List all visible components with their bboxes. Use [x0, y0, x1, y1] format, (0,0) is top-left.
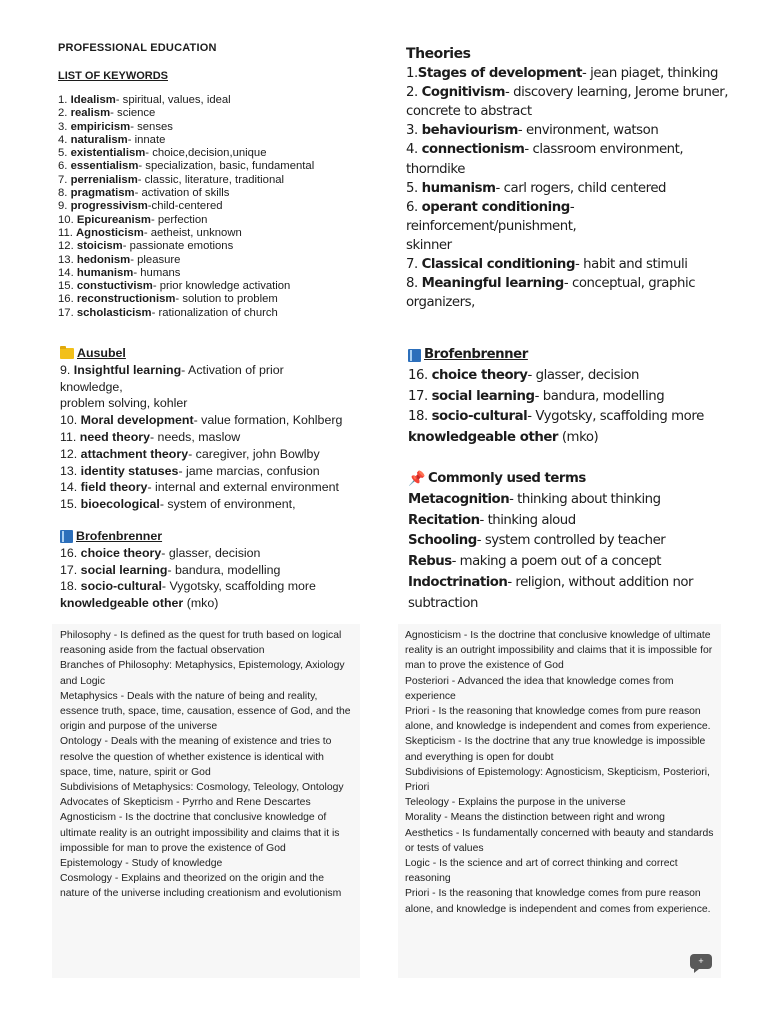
item-number: 3.: [406, 123, 422, 139]
keyword-description: - science: [110, 107, 156, 120]
keyword-description: - perfection: [150, 213, 208, 226]
keyword-description: - spiritual, values, ideal: [115, 94, 231, 106]
note-paragraph: Agnosticism - Is the doctrine that conclusive knowledge of ultimate reality is an outright impossibility and claims that it is impossible for man to prove the existence of God: [405, 630, 713, 672]
keyword-list: [58, 94, 378, 320]
item-description: subtraction: [408, 595, 478, 611]
book-icon: [60, 530, 73, 543]
keyword-item: [58, 240, 378, 253]
note-paragraph: Agnosticism - Is the doctrine that conclusive knowledge of ultimate reality is an outright impossibility and claims that it is impossible for man to prove the existence of God: [60, 812, 340, 854]
book-icon: [408, 349, 421, 362]
theory-item: [408, 366, 738, 387]
note-paragraph: Logic - Is the science and art of correct thinking and correct reasoning: [405, 858, 678, 885]
note-paragraph: Priori - Is the reasoning that knowledge comes from pure reason alone, and knowledge is independent and comes from experience.: [405, 706, 711, 733]
pushpin-icon: 📌: [408, 471, 425, 488]
item-description: thorndike: [406, 161, 465, 177]
item-number: 17.: [60, 562, 81, 577]
theory-item: [406, 64, 736, 83]
term-item: [408, 531, 738, 552]
term-item: [408, 511, 738, 532]
theory-item: [408, 428, 738, 449]
keyword-term: Epicureanism: [76, 213, 151, 226]
keyword-item: [58, 280, 378, 293]
item-number: 16.: [60, 545, 81, 560]
theory-item: [60, 496, 390, 513]
item-number: 11.: [60, 429, 80, 444]
item-description: (mko): [558, 430, 599, 446]
item-term: Stages of development: [417, 66, 583, 82]
item-term: humanism: [421, 180, 496, 196]
item-number: 14.: [60, 480, 81, 495]
keyword-number: 13.: [58, 253, 74, 266]
item-description: - glasser, decision: [161, 545, 261, 560]
brofenbrenner-section-left: [60, 528, 390, 612]
keyword-item: [58, 134, 378, 147]
keyword-number: 8.: [58, 187, 68, 200]
item-number: 15.: [60, 497, 81, 512]
item-description: - internal and external environment: [147, 480, 339, 495]
keyword-term: pragmatism: [70, 187, 135, 200]
keyword-term: existentialism: [70, 147, 146, 160]
ausubel-section: [60, 345, 390, 513]
keyword-number: 1.: [58, 94, 68, 106]
keyword-item: [58, 214, 378, 227]
note-paragraph: Advocates of Skepticism - Pyrrho and Rene Descartes: [60, 797, 311, 809]
item-term: socio-cultural: [80, 579, 162, 594]
keyword-term: reconstructionism: [76, 293, 176, 306]
item-term: Cognitivism: [421, 85, 505, 101]
chat-bubble-icon[interactable]: [690, 954, 712, 969]
note-paragraph: Subdivisions of Epistemology: Agnosticism, Skepticism, Posteriori, Priori: [405, 766, 710, 794]
keyword-item: [58, 187, 378, 200]
keyword-number: 16.: [58, 293, 74, 306]
keyword-description: - rationalization of church: [151, 306, 278, 319]
item-number: 7.: [406, 257, 422, 273]
item-number: 16.: [408, 367, 432, 383]
keyword-term: constuctivism: [76, 280, 153, 293]
brofenbrenner-heading: [408, 345, 738, 366]
keyword-number: 5.: [58, 147, 68, 160]
item-term: operant conditioning: [421, 199, 570, 215]
keyword-item: [58, 94, 378, 107]
keyword-term: perrenialism: [70, 173, 138, 186]
item-description: reinforcement/punishment,: [406, 218, 577, 234]
keyword-term: naturalism: [70, 133, 128, 146]
item-number: 8.: [406, 276, 422, 292]
keyword-item: [58, 267, 378, 280]
theory-item: [406, 255, 736, 274]
note-paragraph: Priori - Is the reasoning that knowledge comes from pure reason alone, and knowledge is independent and comes from experience.: [405, 888, 711, 915]
item-term: Insightful learning: [73, 362, 182, 377]
keyword-number: 12.: [58, 240, 74, 253]
note-paragraph: Philosophy - Is defined as the quest for truth based on logical reasoning aside from the factual observation: [60, 630, 342, 657]
keyword-item: [58, 307, 378, 320]
keyword-description: - choice,decision,unique: [145, 147, 267, 160]
theory-item: [60, 562, 390, 579]
keyword-term: scholasticism: [76, 306, 152, 319]
item-term: Rebus: [408, 554, 452, 570]
term-item: [408, 490, 738, 511]
item-term: Indoctrination: [408, 574, 508, 590]
item-number: 13.: [60, 463, 81, 478]
item-number: 5.: [406, 180, 422, 196]
note-paragraph: Teleology - Explains the purpose in the universe: [405, 797, 626, 809]
item-term: Meaningful learning: [421, 276, 564, 292]
keyword-item: [58, 160, 378, 173]
keyword-item: [58, 254, 378, 267]
term-item: [408, 552, 738, 573]
ausubel-list: [60, 362, 390, 513]
item-term: Schooling: [408, 533, 477, 549]
item-term: knowledgeable other: [408, 430, 559, 446]
philosophy-notes-right: [398, 624, 721, 978]
item-description: problem solving, kohler: [60, 396, 188, 411]
item-description: - Vygotsky, scaffolding more: [161, 579, 316, 594]
note-paragraph: Ontology - Deals with the meaning of existence and tries to resolve the question of whether existence is identical with space, time, nature, spirit or God: [60, 736, 332, 778]
term-item: [408, 573, 738, 594]
item-number: 10.: [60, 413, 81, 428]
keyword-description: - pleasure: [130, 253, 181, 266]
item-description: - bandura, modelling: [167, 562, 281, 577]
theory-item: [406, 274, 736, 293]
item-number: 12.: [60, 446, 81, 461]
term-item: [408, 594, 738, 615]
note-paragraph: Skepticism - Is the doctrine that any true knowledge is impossible and everything is open for doubt: [405, 736, 706, 763]
keyword-item: [58, 200, 378, 213]
item-description: - Activation of prior: [181, 362, 284, 377]
item-term: Classical conditioning: [421, 257, 576, 273]
item-number: 17.: [408, 388, 432, 404]
keyword-number: 7.: [58, 173, 68, 186]
keyword-number: 3.: [58, 120, 68, 133]
keyword-description: -child-centered: [147, 200, 223, 213]
item-number: 18.: [408, 409, 432, 425]
theory-item: [60, 595, 390, 612]
item-description: concrete to abstract: [406, 104, 532, 120]
item-term: socio-cultural: [431, 409, 528, 425]
theory-item: [406, 198, 736, 217]
theories-title: Theories: [406, 46, 471, 62]
item-description: - jame marcias, confusion: [178, 463, 320, 478]
theory-item: [60, 429, 390, 446]
theories-list: [406, 64, 736, 312]
keyword-term: humanism: [76, 266, 134, 279]
item-term: Recitation: [408, 512, 480, 528]
keyword-term: stoicism: [76, 240, 123, 253]
item-term: connectionism: [421, 142, 525, 158]
item-description: - classroom environment,: [524, 142, 684, 158]
item-description: - habit and stimuli: [575, 257, 688, 273]
brofenbrenner-title: Brofenbrenner: [76, 529, 163, 543]
keyword-number: 9.: [58, 200, 68, 213]
brofenbrenner-section-right: [408, 345, 738, 449]
common-terms-section: [408, 469, 738, 615]
ausubel-title: Ausubel: [77, 346, 126, 360]
theory-item: [406, 140, 736, 159]
item-term: knowledgeable other: [60, 596, 184, 611]
item-term: Metacognition: [408, 491, 510, 507]
item-term: bioecological: [80, 497, 160, 512]
item-description: - thinking about thinking: [509, 491, 661, 507]
item-description: - discovery learning, Jerome bruner,: [504, 85, 729, 101]
note-paragraph: Subdivisions of Metaphysics: Cosmology, Teleology, Ontology: [60, 782, 344, 794]
item-term: social learning: [80, 562, 168, 577]
keyword-description: - senses: [130, 120, 173, 133]
item-number: 18.: [60, 579, 81, 594]
common-terms-heading: [408, 469, 738, 490]
keyword-number: 2.: [58, 107, 68, 120]
item-description: - carl rogers, child centered: [495, 180, 667, 196]
keyword-item: [58, 227, 378, 240]
keyword-list-title: LIST OF KEYWORDS: [58, 70, 168, 82]
brofenbrenner-title: Brofenbrenner: [424, 347, 528, 362]
theory-item: [406, 236, 736, 255]
item-term: choice theory: [80, 545, 162, 560]
item-description: - thinking aloud: [479, 512, 576, 528]
theories-section: [406, 45, 736, 312]
keyword-term: realism: [70, 107, 111, 120]
keyword-term: progressivism: [70, 200, 148, 213]
item-description: (mko): [183, 596, 219, 611]
keyword-item: [58, 174, 378, 187]
brofenbrenner-list: [60, 545, 390, 612]
note-paragraph: Metaphysics - Deals with the nature of being and reality, essence truth, space, time, causation, essence of God, and the origin and purpose of the universe: [60, 690, 351, 733]
item-term: need theory: [79, 429, 150, 444]
note-paragraph: Morality - Means the distinction between right and wrong: [405, 812, 665, 824]
item-term: choice theory: [431, 367, 528, 383]
theory-item: [60, 446, 390, 463]
keyword-item: [58, 147, 378, 160]
keyword-term: essentialism: [70, 160, 139, 173]
chat-button-label: +: [698, 956, 704, 966]
keyword-number: 15.: [58, 280, 74, 293]
theory-item: [60, 545, 390, 562]
theory-item: [408, 407, 738, 428]
keyword-term: hedonism: [76, 253, 131, 266]
keyword-description: - specialization, basic, fundamental: [138, 160, 315, 173]
item-description: skinner: [406, 237, 452, 253]
item-term: behaviourism: [421, 123, 518, 139]
keyword-item: [58, 107, 378, 120]
item-number: 2.: [406, 85, 422, 101]
folder-icon: [60, 348, 74, 359]
item-description: - jean piaget, thinking: [582, 66, 718, 82]
item-description: - needs, maslow: [149, 429, 241, 444]
item-term: identity statuses: [80, 463, 179, 478]
theory-item: [406, 160, 736, 179]
theory-item: [60, 379, 390, 396]
item-term: attachment theory: [80, 446, 189, 461]
common-terms-title: Commonly used terms: [427, 471, 586, 486]
item-term: Moral development: [80, 413, 194, 428]
ausubel-heading: [60, 345, 390, 362]
item-number: 4.: [406, 142, 422, 158]
keyword-description: - prior knowledge activation: [152, 280, 291, 293]
note-paragraph: Aesthetics - Is fundamentally concerned with beauty and standards or tests of values: [405, 827, 714, 854]
item-description: - bandura, modelling: [534, 388, 665, 404]
keyword-description: - activation of skills: [134, 187, 230, 200]
theory-item: [60, 479, 390, 496]
item-description: - value formation, Kohlberg: [193, 413, 343, 428]
theory-item: [60, 578, 390, 595]
item-term: social learning: [431, 388, 535, 404]
keyword-number: 6.: [58, 160, 68, 173]
item-description: - system of environment,: [159, 497, 296, 512]
item-description: knowledge,: [60, 379, 123, 394]
item-description: - conceptual, graphic: [563, 276, 696, 292]
theory-item: [406, 83, 736, 102]
keyword-number: 4.: [58, 133, 68, 146]
item-number: 1.: [406, 66, 418, 82]
keyword-description: - classic, literature, traditional: [137, 173, 285, 186]
brofenbrenner-list: [408, 366, 738, 449]
keyword-description: - solution to problem: [175, 293, 278, 306]
keyword-description: - passionate emotions: [122, 240, 234, 253]
keyword-number: 14.: [58, 266, 74, 279]
keyword-section: [58, 42, 378, 320]
keyword-description: - aetheist, unknown: [143, 226, 242, 239]
keyword-term: empiricism: [70, 120, 131, 133]
item-description: -: [569, 199, 575, 215]
theory-item: [60, 463, 390, 480]
item-term: field theory: [80, 480, 148, 495]
item-number: 9.: [60, 362, 74, 377]
item-description: - making a poem out of a concept: [451, 554, 662, 570]
note-paragraph: Posteriori - Advanced the idea that knowledge comes from experience: [405, 675, 674, 702]
theory-item: [408, 387, 738, 408]
item-description: - caregiver, john Bowlby: [188, 446, 320, 461]
theory-item: [406, 179, 736, 198]
item-description: - environment, watson: [517, 123, 659, 139]
theory-item: [406, 121, 736, 140]
keyword-item: [58, 121, 378, 134]
theory-item: [60, 362, 390, 379]
keyword-item: [58, 293, 378, 306]
keyword-number: 11.: [58, 226, 73, 239]
item-description: organizers,: [406, 295, 475, 311]
item-description: - glasser, decision: [527, 367, 640, 383]
philosophy-notes-left: [52, 624, 360, 978]
theory-item: [406, 293, 736, 312]
theory-item: [60, 412, 390, 429]
item-number: 6.: [406, 199, 422, 215]
item-description: - religion, without addition nor: [507, 574, 693, 590]
note-paragraph: Branches of Philosophy: Metaphysics, Epistemology, Axiology and Logic: [60, 660, 345, 687]
item-description: - system controlled by teacher: [476, 533, 666, 549]
theory-item: [406, 217, 736, 236]
common-terms-list: [408, 490, 738, 615]
theory-item: [406, 102, 736, 121]
theory-item: [60, 395, 390, 412]
keyword-description: - innate: [127, 133, 166, 146]
document-title: PROFESSIONAL EDUCATION: [58, 42, 217, 54]
keyword-term: Agnosticism: [76, 226, 144, 239]
note-paragraph: Cosmology - Explains and theorized on the origin and the nature of the universe including creationism and evolutionism: [60, 873, 342, 900]
keyword-description: - humans: [133, 266, 181, 279]
keyword-term: Idealism: [70, 94, 116, 106]
brofenbrenner-heading: [60, 528, 390, 545]
keyword-number: 10.: [58, 213, 74, 226]
keyword-number: 17.: [58, 306, 74, 319]
note-paragraph: Epistemology - Study of knowledge: [60, 858, 223, 870]
item-description: - Vygotsky, scaffolding more: [527, 409, 704, 425]
